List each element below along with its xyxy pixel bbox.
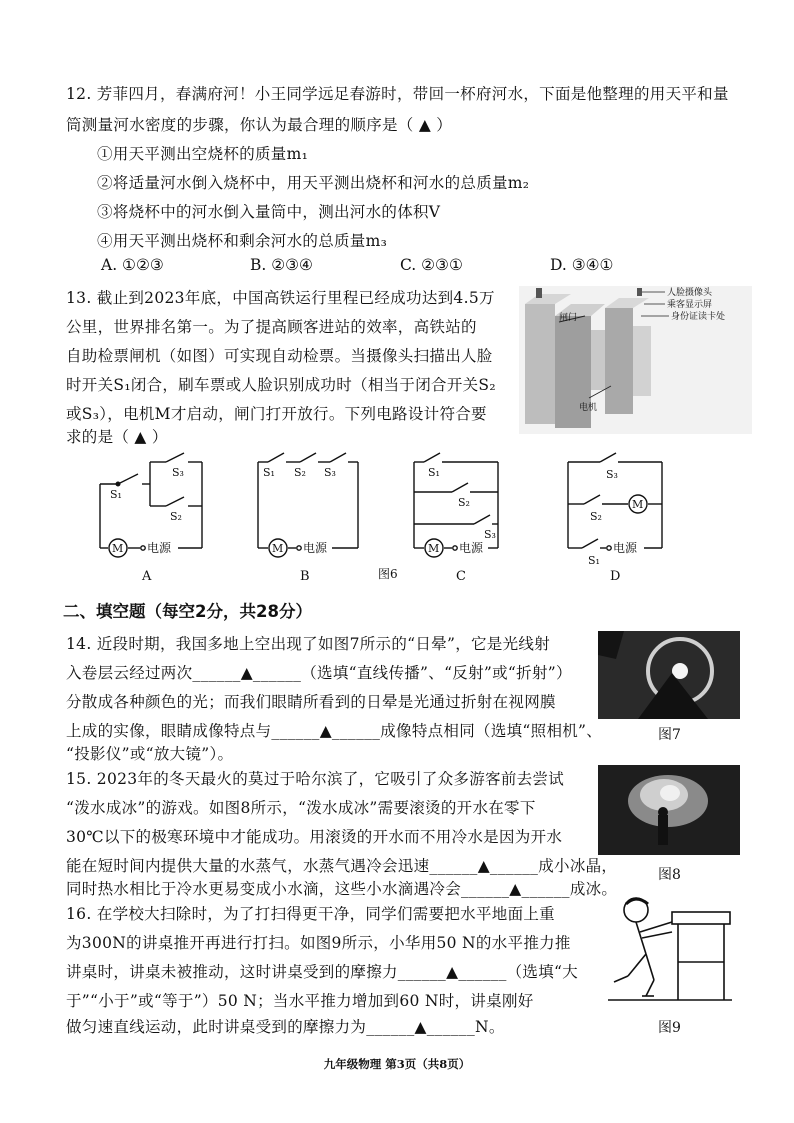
q15-line-5: 同时热水相比于冷水更易变成小水滴，这些小水滴遇冷会______▲______成冰。: [66, 880, 618, 898]
circuit-d-s3: S₃: [606, 468, 618, 481]
circuit-c-label: C: [456, 569, 466, 584]
q16-line-5: 做匀速直线运动，此时讲桌受到的摩擦力为______▲______N。: [66, 1018, 505, 1036]
circuit-a-label: A: [142, 569, 152, 584]
q12-line-1: 12. 芳菲四月，春满府河！小王同学远足春游时，带回一杯府河水，下面是他整理的用天平和量: [66, 85, 729, 103]
circuit-a-s1: S₁: [110, 488, 122, 501]
q16-line-2: 为300N的讲桌推开再进行打扫。如图9所示，小华用50 N的水平推力推: [66, 934, 571, 952]
page-footer: 九年级物理 第3页（共8页）: [323, 1057, 471, 1071]
q13-line-3: 自助检票闸机（如图）可实现自动检票。当摄像头扫描出人脸: [66, 347, 493, 365]
q15-line-2: “泼水成冰”的游戏。如图8所示，“泼水成冰”需要滚烫的开水在零下: [66, 799, 536, 817]
circuit-a-motor: M: [112, 542, 124, 555]
q13-line-1: 13. 截止到2023年底，中国高铁运行里程已经成功达到4.5万: [66, 289, 495, 307]
circuit-d-motor: M: [632, 498, 644, 511]
circuit-b-s2: S₂: [294, 466, 306, 479]
circuit-c-s1: S₁: [428, 466, 440, 479]
circuit-b-motor: M: [272, 542, 284, 555]
section-2-heading: 二、填空题（每空2分，共28分）: [63, 602, 312, 621]
q13-line-4: 时开关S₁闭合，刷车票或人脸识别成功时（相当于闭合开关S₂: [66, 376, 496, 394]
q12-option-a[interactable]: A. ①②③: [101, 256, 164, 274]
q12-option-b[interactable]: B. ②③④: [250, 256, 313, 274]
fig6-label: 图6: [378, 567, 398, 581]
circuit-a-power: 电源: [147, 541, 172, 555]
circuit-c-power: 电源: [459, 541, 484, 555]
circuit-c: [378, 453, 498, 584]
circuit-c-motor: M: [428, 542, 440, 555]
q16-line-1: 16. 在学校大扫除时，为了打扫得更干净，同学们需要把水平地面上重: [66, 905, 555, 923]
circuit-d-label: D: [610, 569, 621, 584]
photo-label-motor: 电机: [579, 403, 598, 413]
q12-step-4: ④用天平测出烧杯和剩余河水的总质量m₃: [97, 232, 388, 250]
q12-option-d[interactable]: D. ③④①: [550, 256, 614, 274]
ticket-gate-photo: [519, 286, 752, 434]
circuit-a-s3: S₃: [172, 466, 184, 479]
circuit-d-power: 电源: [613, 541, 638, 555]
q13-line-6: 求的是（ ▲ ）: [66, 428, 168, 446]
q12-step-2: ②将适量河水倒入烧杯中，用天平测出烧杯和河水的总质量m₂: [97, 174, 530, 192]
q15-line-1: 15. 2023年的冬天最火的莫过于哈尔滨了，它吸引了众多游客前去尝试: [66, 770, 565, 788]
q14-line-4: 上成的实像，眼睛成像特点与______▲______成像特点相同（选填“照相机”、: [66, 722, 603, 740]
push-desk-illustration: [606, 892, 736, 1010]
q12-line-2: 筒测量河水密度的步骤，你认为最合理的顺序是（ ▲ ）: [66, 116, 453, 134]
photo-label-camera: 人脸摄像头: [667, 288, 713, 298]
q15-line-4: 能在短时间内提供大量的水蒸气，水蒸气遇冷会迅速______▲______成小冰晶，: [66, 857, 618, 875]
q13-line-5: 或S₃），电机M才启动，闸门打开放行。下列电路设计符合要: [66, 405, 487, 423]
circuit-diagrams: [88, 444, 678, 590]
circuit-d-s1: S₁: [588, 554, 600, 567]
photo-label-gate: 闸门: [559, 313, 578, 323]
circuit-c-s3: S₃: [484, 528, 496, 541]
fig8-label: 图8: [658, 867, 681, 883]
splash-ice-photo: [598, 765, 740, 855]
halo-photo: [598, 631, 740, 719]
circuit-a-s2: S₂: [170, 510, 182, 523]
circuit-b-s3: S₃: [324, 466, 336, 479]
q13-line-2: 公里，世界排名第一。为了提高顾客进站的效率，高铁站的: [66, 318, 477, 336]
circuit-d: [568, 453, 662, 584]
circuit-b-s1: S₁: [263, 466, 275, 479]
circuit-b: [258, 453, 358, 584]
q12-step-3: ③将烧杯中的河水倒入量筒中，测出河水的体积V: [97, 203, 441, 221]
fig9-label: 图9: [658, 1020, 681, 1036]
q12-option-c[interactable]: C. ②③①: [400, 256, 463, 274]
fig7-label: 图7: [658, 727, 681, 743]
circuit-b-label: B: [300, 569, 310, 584]
q16-line-4: 于”“小于”或“等于”）50 N；当水平推力增加到60 N时，讲桌刚好: [66, 992, 534, 1010]
circuit-b-power: 电源: [303, 541, 328, 555]
circuit-d-s2: S₂: [590, 510, 602, 523]
q16-line-3: 讲桌时，讲桌未被推动，这时讲桌受到的摩擦力______▲______（选填“大: [66, 963, 579, 981]
q12-step-1: ①用天平测出空烧杯的质量m₁: [97, 145, 309, 163]
q14-line-2: 入卷层云经过两次______▲______（选填“直线传播”、“反射”或“折射”）: [66, 664, 572, 682]
q14-line-3: 分散成各种颜色的光；而我们眼睛所看到的日晕是光通过折射在视网膜: [66, 693, 556, 711]
q14-line-1: 14. 近段时期，我国多地上空出现了如图7所示的“日晕”，它是光线射: [66, 635, 550, 653]
q14-line-5: “投影仪”或“放大镜”）。: [66, 745, 234, 763]
q15-line-3: 30℃以下的极寒环境中才能成功。用滚烫的开水而不用冷水是因为开水: [66, 828, 563, 846]
circuit-c-s2: S₂: [458, 496, 470, 509]
photo-label-screen: 乘客显示屏: [667, 300, 713, 310]
circuit-a: [100, 453, 202, 584]
photo-label-card: 身份证读卡处: [671, 312, 726, 322]
